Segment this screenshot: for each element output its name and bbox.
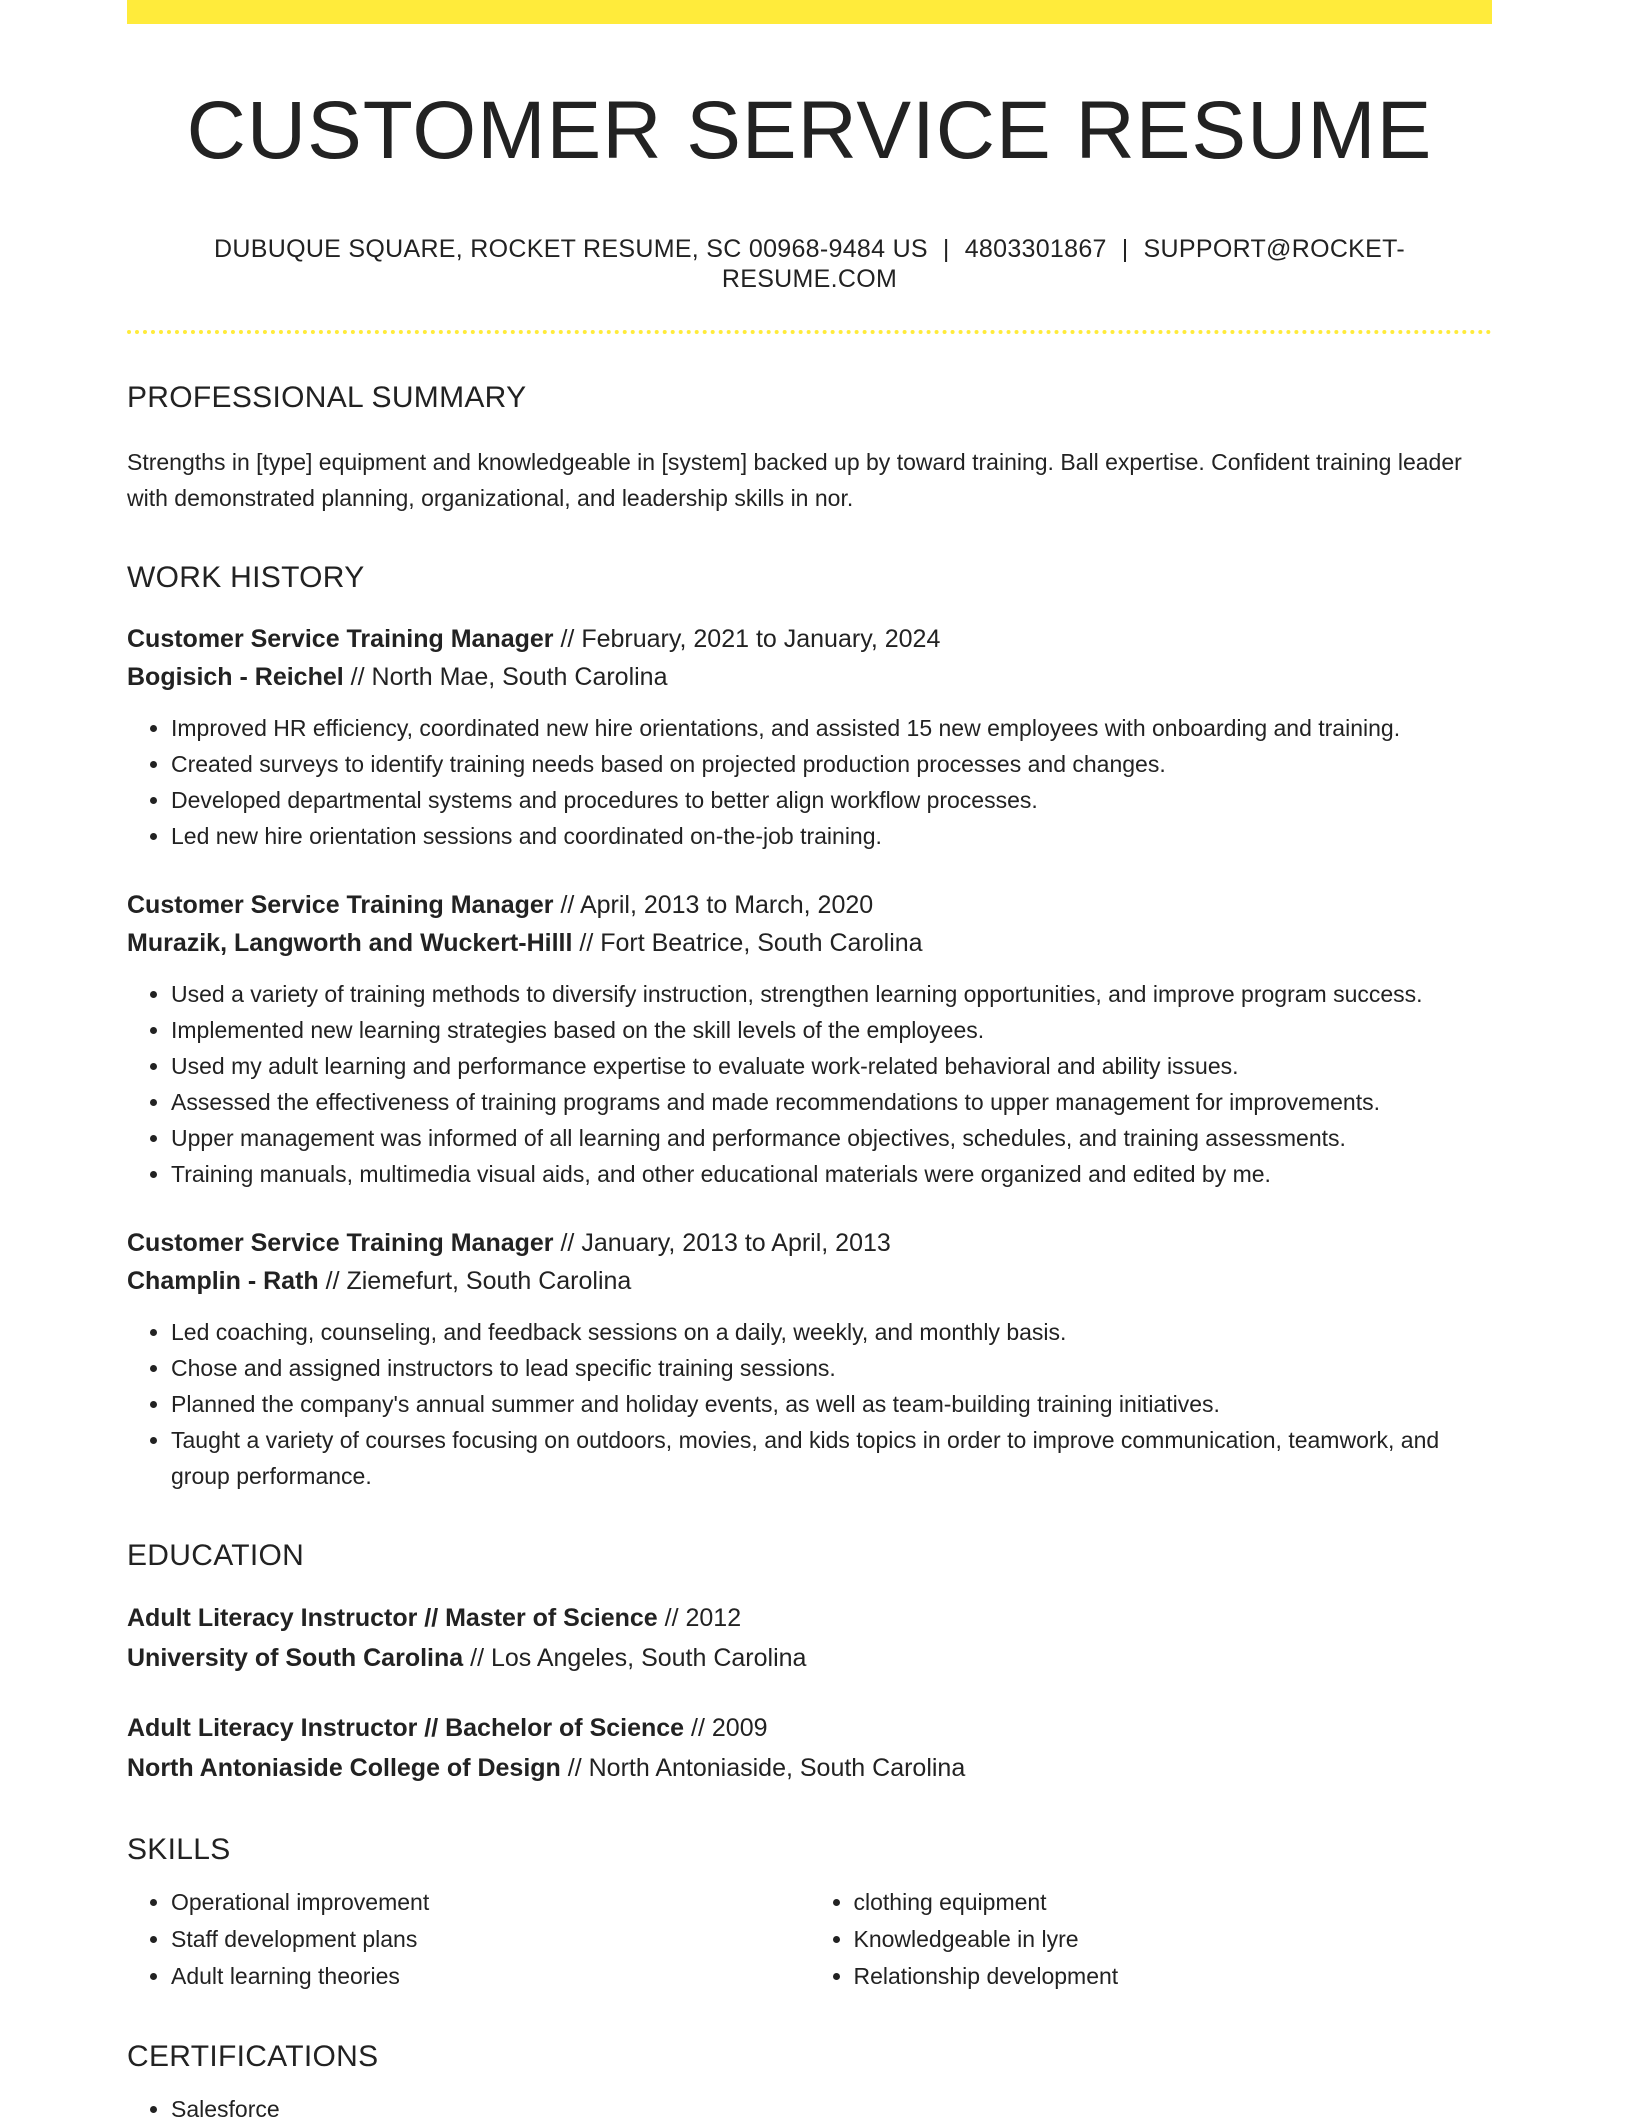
list-item: • clothing equipment [854,1884,1493,1921]
list-item: • Used my adult learning and performance expertise to evaluate work-related behavioral and ability issues. [171,1048,1492,1084]
job-bullets [127,1314,1492,1494]
job-company: Bogisich - Reichel [127,663,344,692]
list-item: • Developed departmental systems and procedures to better align workflow processes. [171,782,1492,818]
list-item: • Planned the company's annual summer and holiday events, as well as team-building training initiatives. [171,1386,1492,1422]
list-item: • Knowledgeable in lyre [854,1921,1493,1958]
contact-email: SUPPORT@ROCKET-RESUME.COM [721,235,1405,294]
school: University of South Carolina [127,1644,464,1673]
list-item: • Salesforce [171,2091,1492,2128]
job-title: Customer Service Training Manager [127,1229,554,1258]
job-entry [127,886,1492,1192]
degree-line [127,1598,1492,1638]
resume-page [127,0,1492,2128]
job-title: Customer Service Training Manager [127,625,554,654]
list-item: • Used a variety of training methods to diversify instruction, strengthen learning opportunities, and improve program success. [171,976,1492,1012]
job-dates: // February, 2021 to January, 2024 [560,625,941,654]
list-item: • Chose and assigned instructors to lead specific training sessions. [171,1350,1492,1386]
certifications-list [127,2091,1492,2128]
job-location: // Ziemefurt, South Carolina [325,1267,632,1296]
job-dates: // January, 2013 to April, 2013 [560,1229,891,1258]
job-title-line [127,620,1492,658]
list-item: • Assessed the effectiveness of training programs and made recommendations to upper management for improvements. [171,1084,1492,1120]
job-company-line [127,924,1492,962]
school-location: // North Antoniaside, South Carolina [567,1754,966,1783]
school-line [127,1638,1492,1678]
contact-separator: | [942,235,950,264]
job-title: Customer Service Training Manager [127,891,554,920]
certifications-heading: CERTIFICATIONS [127,2040,379,2074]
summary-heading: PROFESSIONAL SUMMARY [127,381,527,415]
list-item: • Created surveys to identify training needs based on projected production processes and changes. [171,746,1492,782]
job-location: // Fort Beatrice, South Carolina [579,929,923,958]
list-item: • Adult learning theories [171,1958,810,1995]
degree-year: // 2009 [691,1714,768,1743]
list-item: • Taught a variety of courses focusing on outdoors, movies, and kids topics in order to improve communication, teamwork, and group performance. [171,1422,1492,1494]
top-accent-bar [127,0,1492,24]
list-item: • Relationship development [854,1958,1493,1995]
list-item: • Upper management was informed of all learning and performance objectives, schedules, and training assessments. [171,1120,1492,1156]
degree-year: // 2012 [664,1604,742,1633]
list-item: • Operational improvement [171,1884,810,1921]
list-item: • Improved HR efficiency, coordinated new hire orientations, and assisted 15 new employees with onboarding and training. [171,710,1492,746]
skills-heading: SKILLS [127,1833,231,1867]
page-title: CUSTOMER SERVICE RESUME [186,85,1433,176]
work-history-heading: WORK HISTORY [127,561,365,595]
contact-line [127,234,1492,294]
degree: Adult Literacy Instructor // Master of Science [127,1604,658,1633]
skills-left-column [127,1884,810,1995]
school-location: // Los Angeles, South Carolina [470,1644,807,1673]
contact-separator: | [1121,235,1129,264]
job-entry [127,620,1492,854]
list-item: • Implemented new learning strategies based on the skill levels of the employees. [171,1012,1492,1048]
skills-columns [127,1884,1492,1995]
job-entry [127,1224,1492,1494]
summary-text: Strengths in [type] equipment and knowledgeable in [system] backed up by toward training. Ball expertise. Confident training leader with demonstrated planning, organizational, and leadership skills in nor. [127,449,1462,512]
job-dates: // April, 2013 to March, 2020 [560,891,874,920]
list-item: • Led new hire orientation sessions and coordinated on-the-job training. [171,818,1492,854]
school: North Antoniaside College of Design [127,1754,561,1783]
degree: Adult Literacy Instructor // Bachelor of Science [127,1714,685,1743]
job-bullets [127,710,1492,854]
job-company: Champlin - Rath [127,1267,319,1296]
school-line [127,1748,1492,1788]
job-company: Murazik, Langworth and Wuckert-Hilll [127,929,573,958]
list-item: • Staff development plans [171,1921,810,1958]
education-entry [127,1598,1492,1678]
education-heading: EDUCATION [127,1539,305,1573]
contact-phone: 4803301867 [964,235,1107,264]
job-company-line [127,1262,1492,1300]
job-title-line [127,1224,1492,1262]
job-company-line [127,658,1492,696]
job-bullets [127,976,1492,1192]
header-divider [127,330,1492,334]
education-entry [127,1708,1492,1788]
list-item: • Led coaching, counseling, and feedback sessions on a daily, weekly, and monthly basis. [171,1314,1492,1350]
degree-line [127,1708,1492,1748]
skills-right-column [810,1884,1493,1995]
list-item: • Training manuals, multimedia visual aids, and other educational materials were organized and edited by me. [171,1156,1492,1192]
job-location: // North Mae, South Carolina [350,663,668,692]
job-title-line [127,886,1492,924]
contact-address: DUBUQUE SQUARE, ROCKET RESUME, SC 00968-9484 US [214,235,928,264]
